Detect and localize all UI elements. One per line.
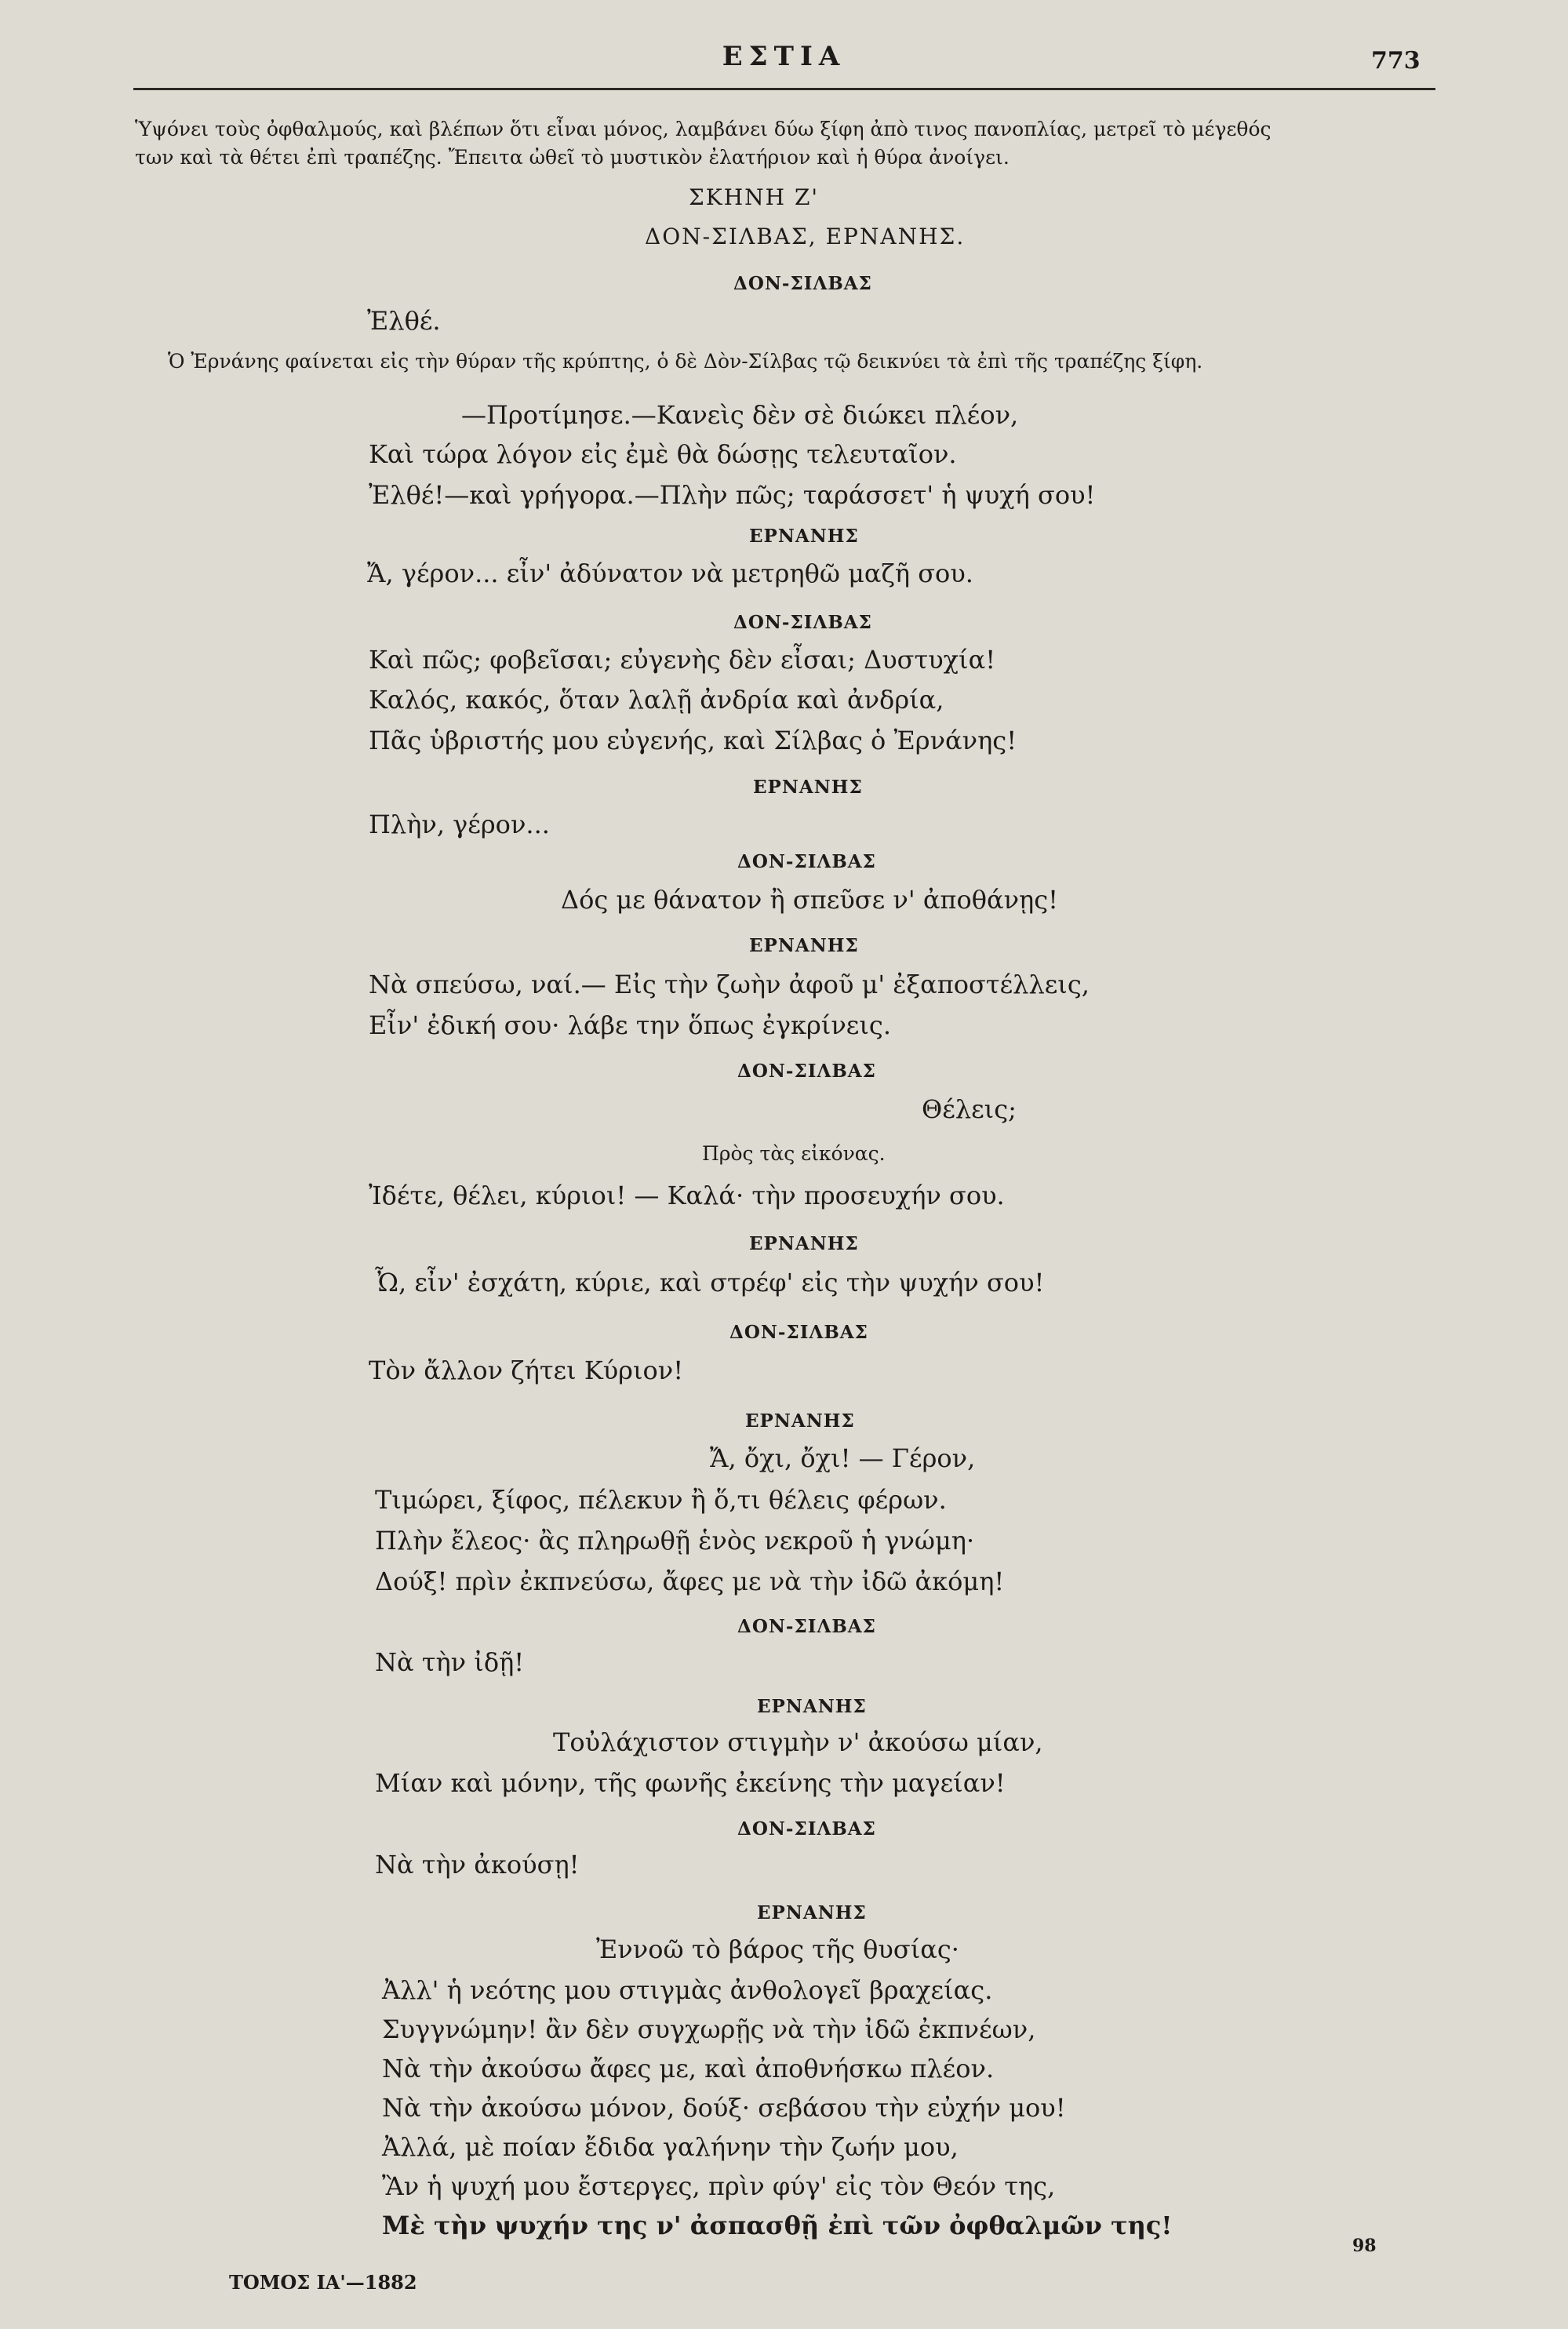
scene-characters: ΔΟΝ-ΣΙΛΒΑΣ, ΕΡΝΑΝΗΣ. [645, 224, 966, 249]
verse-line: Καὶ πῶς; φοβεῖσαι; εὐγενὴς δὲν εἶσαι; Δυστυχία! [369, 645, 996, 675]
verse-line: Εἶν' ἐδική σου· λάβε την ὅπως ἐγκρίνεις. [369, 1010, 892, 1040]
stage-direction: Ὁ Ἐρνάνης φαίνεται εἰς τὴν θύραν τῆς κρύπτης, ὁ δὲ Δὸν-Σίλβας τῷ δεικνύει τὰ ἐπὶ τῆς τραπέζης ξίφη. [168, 350, 1203, 373]
speaker-name: ΔΟΝ-ΣΙΛΒΑΣ [737, 1616, 876, 1637]
verse-line: Ἀλλά, μὲ ποίαν ἔδιδα γαλήνην τὴν ζωήν μου, [382, 2132, 959, 2162]
verse-line: Νὰ τὴν ἀκούσῃ! [375, 1850, 580, 1880]
verse-line: Πλὴν, γέρον... [369, 810, 550, 839]
speaker-name: ΕΡΝΑΝΗΣ [757, 1696, 867, 1717]
verse-line: Ἄ, γέρον... εἶν' ἀδύνατον νὰ μετρηθῶ μαζῆ σου. [367, 559, 973, 588]
verse-line: Θέλεις; [922, 1094, 1017, 1124]
verse-line: Ἄ, ὄχι, ὄχι! — Γέρον, [710, 1443, 976, 1473]
verse-line: Δός με θάνατον ἢ σπεῦσε ν' ἀποθάνῃς! [561, 885, 1058, 915]
page-number: 773 [1371, 47, 1421, 75]
speaker-name: ΔΟΝ-ΣΙΛΒΑΣ [733, 273, 872, 294]
verse-line: Ἐλθέ!—καὶ γρήγορα.—Πλὴν πῶς; ταράσσετ' ἡ ψυχή σου! [369, 480, 1096, 510]
verse-line: Τιμώρει, ξίφος, πέλεκυν ἢ ὅ,τι θέλεις φέρων. [375, 1485, 947, 1515]
verse-line: Ἂν ἡ ψυχή μου ἔστεργες, πρὶν φύγ' εἰς τὸν Θεόν της, [382, 2171, 1056, 2201]
stage-direction: Ὑψόνει τοὺς ὀφθαλμούς, καὶ βλέπων ὅτι εἶναι μόνος, λαμβάνει δύω ξίφη ἀπὸ τινος πανοπλίας, μετρεῖ τὸ μέγεθός [135, 118, 1271, 140]
speaker-name: ΕΡΝΑΝΗΣ [745, 1410, 855, 1432]
header-rule [133, 88, 1435, 90]
speaker-name: ΕΡΝΑΝΗΣ [749, 935, 859, 956]
speaker-name: ΔΟΝ-ΣΙΛΒΑΣ [733, 612, 872, 633]
verse-line: Ἰδέτε, θέλει, κύριοι! — Καλά· τὴν προσευχήν σου. [369, 1181, 1005, 1210]
verse-line: Νὰ τὴν ἰδῇ! [375, 1647, 525, 1677]
speaker-name: ΕΡΝΑΝΗΣ [753, 777, 863, 798]
verse-line: Μὲ τὴν ψυχήν της ν' ἀσπασθῇ ἐπὶ τῶν ὀφθαλμῶν της! [382, 2211, 1173, 2240]
verse-line: Τοὐλάχιστον στιγμὴν ν' ἀκούσω μίαν, [553, 1727, 1043, 1757]
speaker-name: ΕΡΝΑΝΗΣ [757, 1902, 867, 1923]
verse-line: Καλός, κακός, ὅταν λαλῇ ἀνδρία καὶ ἀνδρία, [369, 685, 944, 715]
verse-line: Ἀλλ' ἡ νεότης μου στιγμὰς ἀνθολογεῖ βραχείας. [382, 1975, 993, 2005]
stage-direction: Πρὸς τὰς εἰκόνας. [702, 1142, 886, 1165]
verse-line: Νὰ τὴν ἀκούσω ἄφες με, καὶ ἀποθνήσκω πλέον. [382, 2054, 995, 2083]
speaker-name: ΕΡΝΑΝΗΣ [749, 1233, 859, 1254]
verse-line: Ὦ, εἶν' ἐσχάτη, κύριε, καὶ στρέφ' εἰς τὴν ψυχήν σου! [375, 1268, 1045, 1297]
verse-line: Μίαν καὶ μόνην, τῆς φωνῆς ἐκείνης τὴν μαγείαν! [375, 1768, 1006, 1798]
verse-line: Καὶ τώρα λόγον εἰς ἐμὲ θὰ δώσῃς τελευταῖον. [369, 439, 957, 469]
speaker-name: ΔΟΝ-ΣΙΛΒΑΣ [737, 851, 876, 872]
verse-line: —Προτίμησε.—Κανεὶς δὲν σὲ διώκει πλέον, [461, 400, 1019, 430]
verse-line: Πᾶς ὑβριστής μου εὐγενής, καὶ Σίλβας ὁ Ἐρνάνης! [369, 726, 1017, 755]
signature-mark: 98 [1352, 2236, 1377, 2256]
speaker-name: ΔΟΝ-ΣΙΛΒΑΣ [729, 1322, 868, 1343]
volume-footer: ΤΟΜΟΣ ΙΑ'—1882 [229, 2271, 417, 2294]
verse-line: Νὰ τὴν ἀκούσω μόνον, δούξ· σεβάσου τὴν εὐχήν μου! [382, 2093, 1066, 2123]
verse-line: Ἐννοῶ τὸ βάρος τῆς θυσίας· [596, 1934, 959, 1964]
speaker-name: ΔΟΝ-ΣΙΛΒΑΣ [737, 1818, 876, 1840]
scene-heading: ΣΚΗΝΗ Ζ' [689, 184, 820, 210]
verse-line: Πλὴν ἔλεος· ἂς πληρωθῇ ἑνὸς νεκροῦ ἡ γνώμη· [375, 1526, 975, 1556]
speaker-name: ΕΡΝΑΝΗΣ [749, 526, 859, 547]
verse-line: Νὰ σπεύσω, ναί.— Εἰς τὴν ζωὴν ἀφοῦ μ' ἐξαποστέλλεις, [369, 970, 1090, 999]
verse-line: Συγγνώμην! ἂν δὲν συγχωρῇς νὰ τὴν ἰδῶ ἐκπνέων, [382, 2014, 1036, 2044]
verse-line: Δούξ! πρὶν ἐκπνεύσω, ἄφες με νὰ τὴν ἰδῶ ἀκόμη! [375, 1567, 1005, 1596]
journal-title: ΕΣΤΙΑ [722, 41, 846, 72]
verse-line: Τὸν ἄλλον ζήτει Κύριον! [369, 1356, 684, 1385]
stage-direction: των καὶ τὰ θέτει ἐπὶ τραπέζης. Ἔπειτα ὠθεῖ τὸ μυστικὸν ἐλατήριον καὶ ἡ θύρα ἀνοίγει. [135, 146, 1010, 169]
speaker-name: ΔΟΝ-ΣΙΛΒΑΣ [737, 1061, 876, 1082]
verse-line: Ἐλθέ. [367, 306, 441, 336]
